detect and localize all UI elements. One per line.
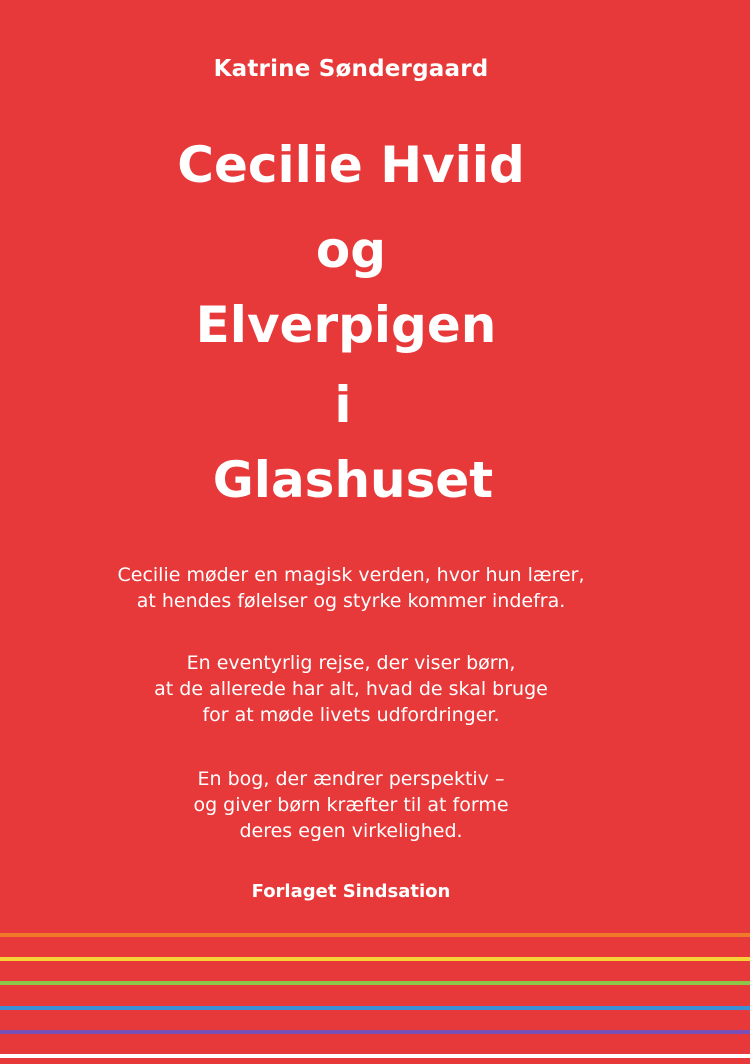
blurb-line: at hendes følelser og styrke kommer indefra. bbox=[136, 590, 566, 612]
publisher-name: Forlaget Sindsation bbox=[251, 881, 451, 902]
blurb-paragraph-2 bbox=[0, 650, 702, 728]
title-line-3: Elverpigen bbox=[195, 296, 497, 354]
blurb-paragraph-1 bbox=[0, 562, 702, 614]
title-line-4: i bbox=[334, 376, 352, 434]
title-line-5: Glashuset bbox=[212, 451, 494, 509]
stripe-white bbox=[0, 1054, 750, 1058]
title-line-2: og bbox=[315, 221, 387, 279]
blurb-paragraph-3 bbox=[0, 766, 702, 844]
stripe-blue bbox=[0, 1006, 750, 1010]
blurb-line: og giver børn kræfter til at forme bbox=[193, 794, 509, 816]
rainbow-stripes bbox=[0, 930, 750, 1064]
blurb-line: En eventyrlig rejse, der viser børn, bbox=[186, 652, 516, 674]
author-name: Katrine Søndergaard bbox=[213, 56, 489, 82]
stripe-green bbox=[0, 981, 750, 985]
blurb-line: at de allerede har alt, hvad de skal bruge bbox=[154, 678, 548, 700]
stripe-yellow bbox=[0, 957, 750, 961]
stripe-orange bbox=[0, 933, 750, 937]
stripe-purple bbox=[0, 1030, 750, 1034]
blurb-line: for at møde livets udfordringer. bbox=[202, 704, 500, 726]
blurb-line: deres egen virkelighed. bbox=[239, 820, 463, 842]
title-line-1: Cecilie Hviid bbox=[177, 136, 525, 194]
blurb-line: En bog, der ændrer perspektiv – bbox=[197, 768, 505, 790]
blurb-line: Cecilie møder en magisk verden, hvor hun lærer, bbox=[117, 564, 585, 586]
